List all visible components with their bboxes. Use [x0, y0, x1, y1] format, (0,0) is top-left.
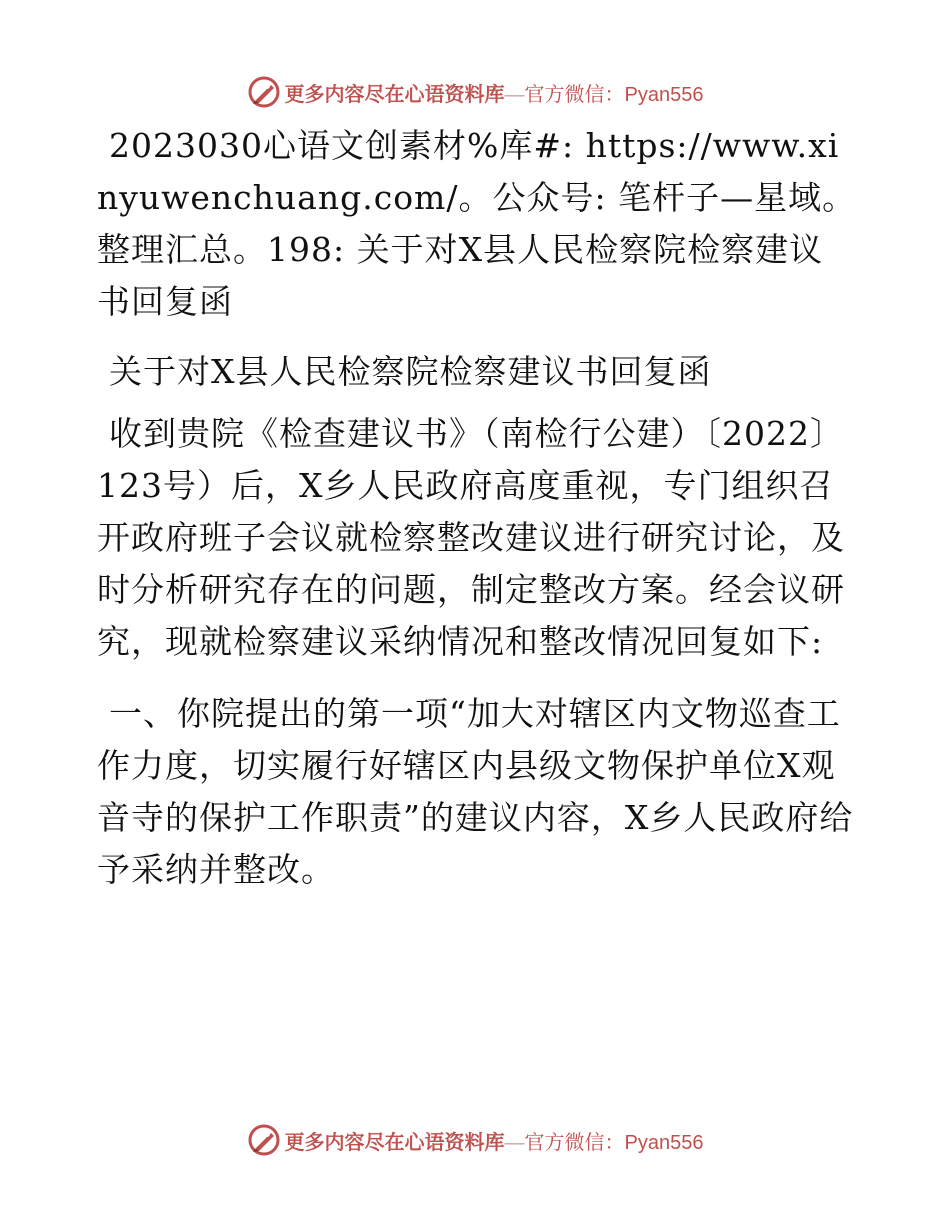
- document-paragraph-2: 一、你院提出的第一项“加大对辖区内文物巡查工作力度，切实履行好辖区内县级文物保护单位X观音寺的保护工作职责”的建议内容，X乡人民政府给予采纳并整改。: [97, 694, 854, 889]
- document-header-line: 2023030心语文创素材%库#: https://www.xinyuwenchuang.com/。公众号: 笔杆子—星域。整理汇总。198: 关于对X县人民检察院检察建议书回复函: [97, 126, 857, 321]
- pen-logo-icon: [247, 75, 281, 109]
- footer-watermark-banner: [0, 1120, 950, 1160]
- banner-wechat-text: 官方微信：Pyan556: [524, 83, 704, 106]
- banner-separator: —: [504, 1131, 525, 1154]
- header-watermark-banner: [0, 72, 950, 112]
- banner-main-text: 更多内容尽在心语资料库: [284, 1131, 505, 1154]
- document-title: 关于对X县人民检察院检察建议书回复函: [109, 352, 712, 391]
- banner-main-text: 更多内容尽在心语资料库: [284, 83, 505, 106]
- banner-text: [285, 78, 704, 107]
- document-body: [97, 120, 857, 916]
- document-paragraph-1: 收到贵院《检查建议书》（南检行公建）〔2022〕123号）后，X乡人民政府高度重视，专门组织召开政府班子会议就检察整改建议进行研究讨论，及时分析研究存在的问题，制定整改方案。经会议研究，现就检察建议采纳情况和整改情况回复如下:: [97, 414, 845, 661]
- banner-separator: —: [504, 83, 525, 106]
- pen-logo-icon: [247, 1123, 281, 1157]
- banner-wechat-text: 官方微信：Pyan556: [524, 1131, 704, 1154]
- banner-text: [285, 1126, 704, 1155]
